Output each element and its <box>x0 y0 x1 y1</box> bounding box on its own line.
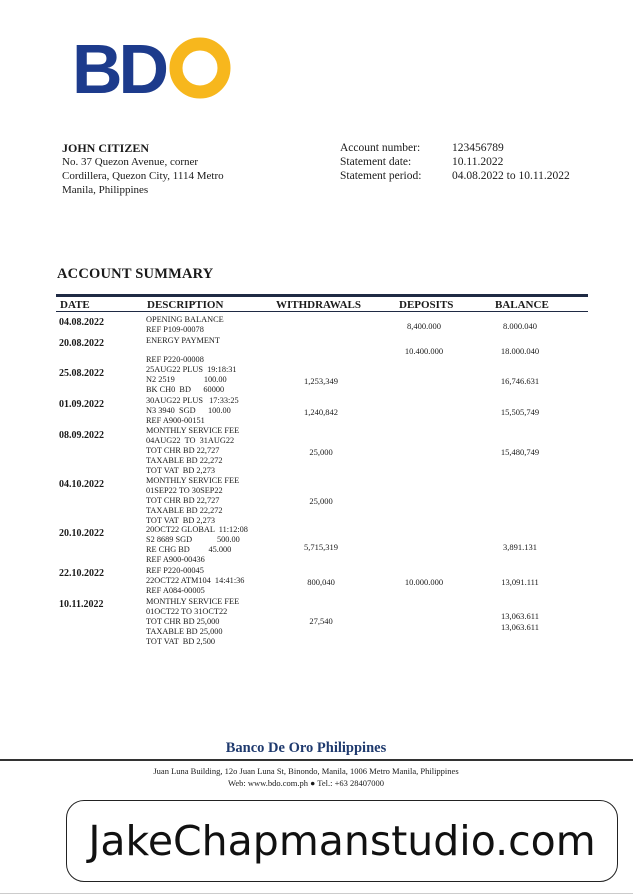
footer-address: Juan Luna Building, 12o Juan Luna St, Binondo, Manila, 1006 Metro Manila, Philippines <box>153 766 459 776</box>
balance-amount: 15,505,749 <box>500 407 540 417</box>
customer-block <box>62 141 224 197</box>
row-date: 22.10.2022 <box>59 568 104 579</box>
balance-amount: 13,063.611 <box>501 611 539 621</box>
row-date: 04.08.2022 <box>59 317 104 328</box>
statement-period-label: Statement period: <box>340 170 422 182</box>
header-description: DESCRIPTION <box>147 299 224 311</box>
row-description: REF P220-00045 22OCT22 ATM104 14:41:36 REF A084-00005 <box>146 566 245 595</box>
customer-address-line: Manila, Philippines <box>62 184 149 196</box>
table-top-rule <box>56 294 588 297</box>
footer-contact: Web: www.bdo.com.ph ● Tel.: +63 28407000 <box>228 778 384 788</box>
row-description: ENERGY PAYMENT <box>146 336 220 345</box>
watermark-text: JakeChapmanstudio.com <box>88 817 596 865</box>
account-number: 123456789 <box>452 142 504 154</box>
row-date: 04.10.2022 <box>59 479 104 490</box>
customer-address-line: Cordillera, Quezon City, 1114 Metro <box>62 170 224 182</box>
row-description: MONTHLY SERVICE FEE 01OCT22 TO 31OCT22 TOT CHR BD 25,000 TAXABLE BD 25,000 TOT VAT BD 2,500 <box>146 597 240 646</box>
header-deposits: DEPOSITS <box>399 299 454 311</box>
summary-title: ACCOUNT SUMMARY <box>57 266 214 282</box>
row-date: 10.11.2022 <box>59 599 104 610</box>
withdrawal-amount: 25,000 <box>309 496 333 506</box>
watermark-banner <box>66 800 618 882</box>
deposit-amount: 8,400.000 <box>407 321 441 331</box>
account-number-label: Account number: <box>340 142 421 154</box>
footer-bank-name: Banco De Oro Philippines <box>225 740 387 756</box>
bdo-logo <box>72 36 232 100</box>
deposit-amount: 10.000.000 <box>404 577 444 587</box>
page-bottom-rule <box>0 893 633 894</box>
deposit-amount: 10.400.000 <box>404 346 444 356</box>
balance-amount: 8.000.040 <box>503 321 537 331</box>
customer-name: JOHN CITIZEN <box>62 141 150 155</box>
row-date: 01.09.2022 <box>59 399 104 410</box>
withdrawal-amount: 800,040 <box>307 577 335 587</box>
withdrawal-amount: 1,253,349 <box>304 376 338 386</box>
statement-date: 10.11.2022 <box>452 156 504 168</box>
row-description: MONTHLY SERVICE FEE 01SEP22 TO 30SEP22 TOT CHR BD 22,727 TAXABLE BD 22,272 TOT VAT BD 2,273 <box>146 476 240 525</box>
balance-amount: 13,063.611 <box>501 622 539 632</box>
header-balance: BALANCE <box>495 299 549 311</box>
customer-address-line: No. 37 Quezon Avenue, corner <box>62 156 199 168</box>
withdrawal-amount: 25,000 <box>309 447 333 457</box>
statement-period: 04.08.2022 to 10.11.2022 <box>452 170 570 182</box>
row-description: OPENING BALANCE REF P109-00078 <box>146 315 224 334</box>
withdrawal-amount: 1,240,842 <box>304 407 338 417</box>
header-date: DATE <box>60 299 90 311</box>
row-description: 30AUG22 PLUS 17:33:25 N3 3940 SGD 100.00 REF A900-00151 <box>146 396 239 425</box>
row-date: 25.08.2022 <box>59 368 104 379</box>
header-withdrawals: WITHDRAWALS <box>276 299 361 311</box>
statement-date-label: Statement date: <box>340 156 412 168</box>
footer-rule <box>0 759 633 761</box>
row-description: 20OCT22 GLOBAL 11:12:08 S2 8689 SGD 500.00 RE CHG BD 45.000 REF A900-00436 <box>146 525 248 564</box>
balance-amount: 3,891.131 <box>503 542 537 552</box>
account-info <box>340 141 570 183</box>
balance-amount: 13,091.111 <box>501 577 539 587</box>
row-description: MONTHLY SERVICE FEE 04AUG22 TO 31AUG22 TOT CHR BD 22,727 TAXABLE BD 22,272 TOT VAT BD 2,273 <box>146 426 240 475</box>
table-header-rule <box>56 311 588 312</box>
balance-amount: 16,746.631 <box>500 376 540 386</box>
svg-text:BD: BD <box>72 36 166 100</box>
withdrawal-amount: 27,540 <box>309 616 333 626</box>
row-date: 20.10.2022 <box>59 528 104 539</box>
balance-amount: 15,480,749 <box>500 447 540 457</box>
balance-amount: 18.000.040 <box>500 346 540 356</box>
row-date: 08.09.2022 <box>59 430 104 441</box>
withdrawal-amount: 5,715,319 <box>304 542 338 552</box>
row-date: 20.08.2022 <box>59 338 104 349</box>
row-description: REF P220-00008 25AUG22 PLUS 19:18:31 N2 2519 100.00 BK CH0 BD 60000 <box>146 355 237 394</box>
